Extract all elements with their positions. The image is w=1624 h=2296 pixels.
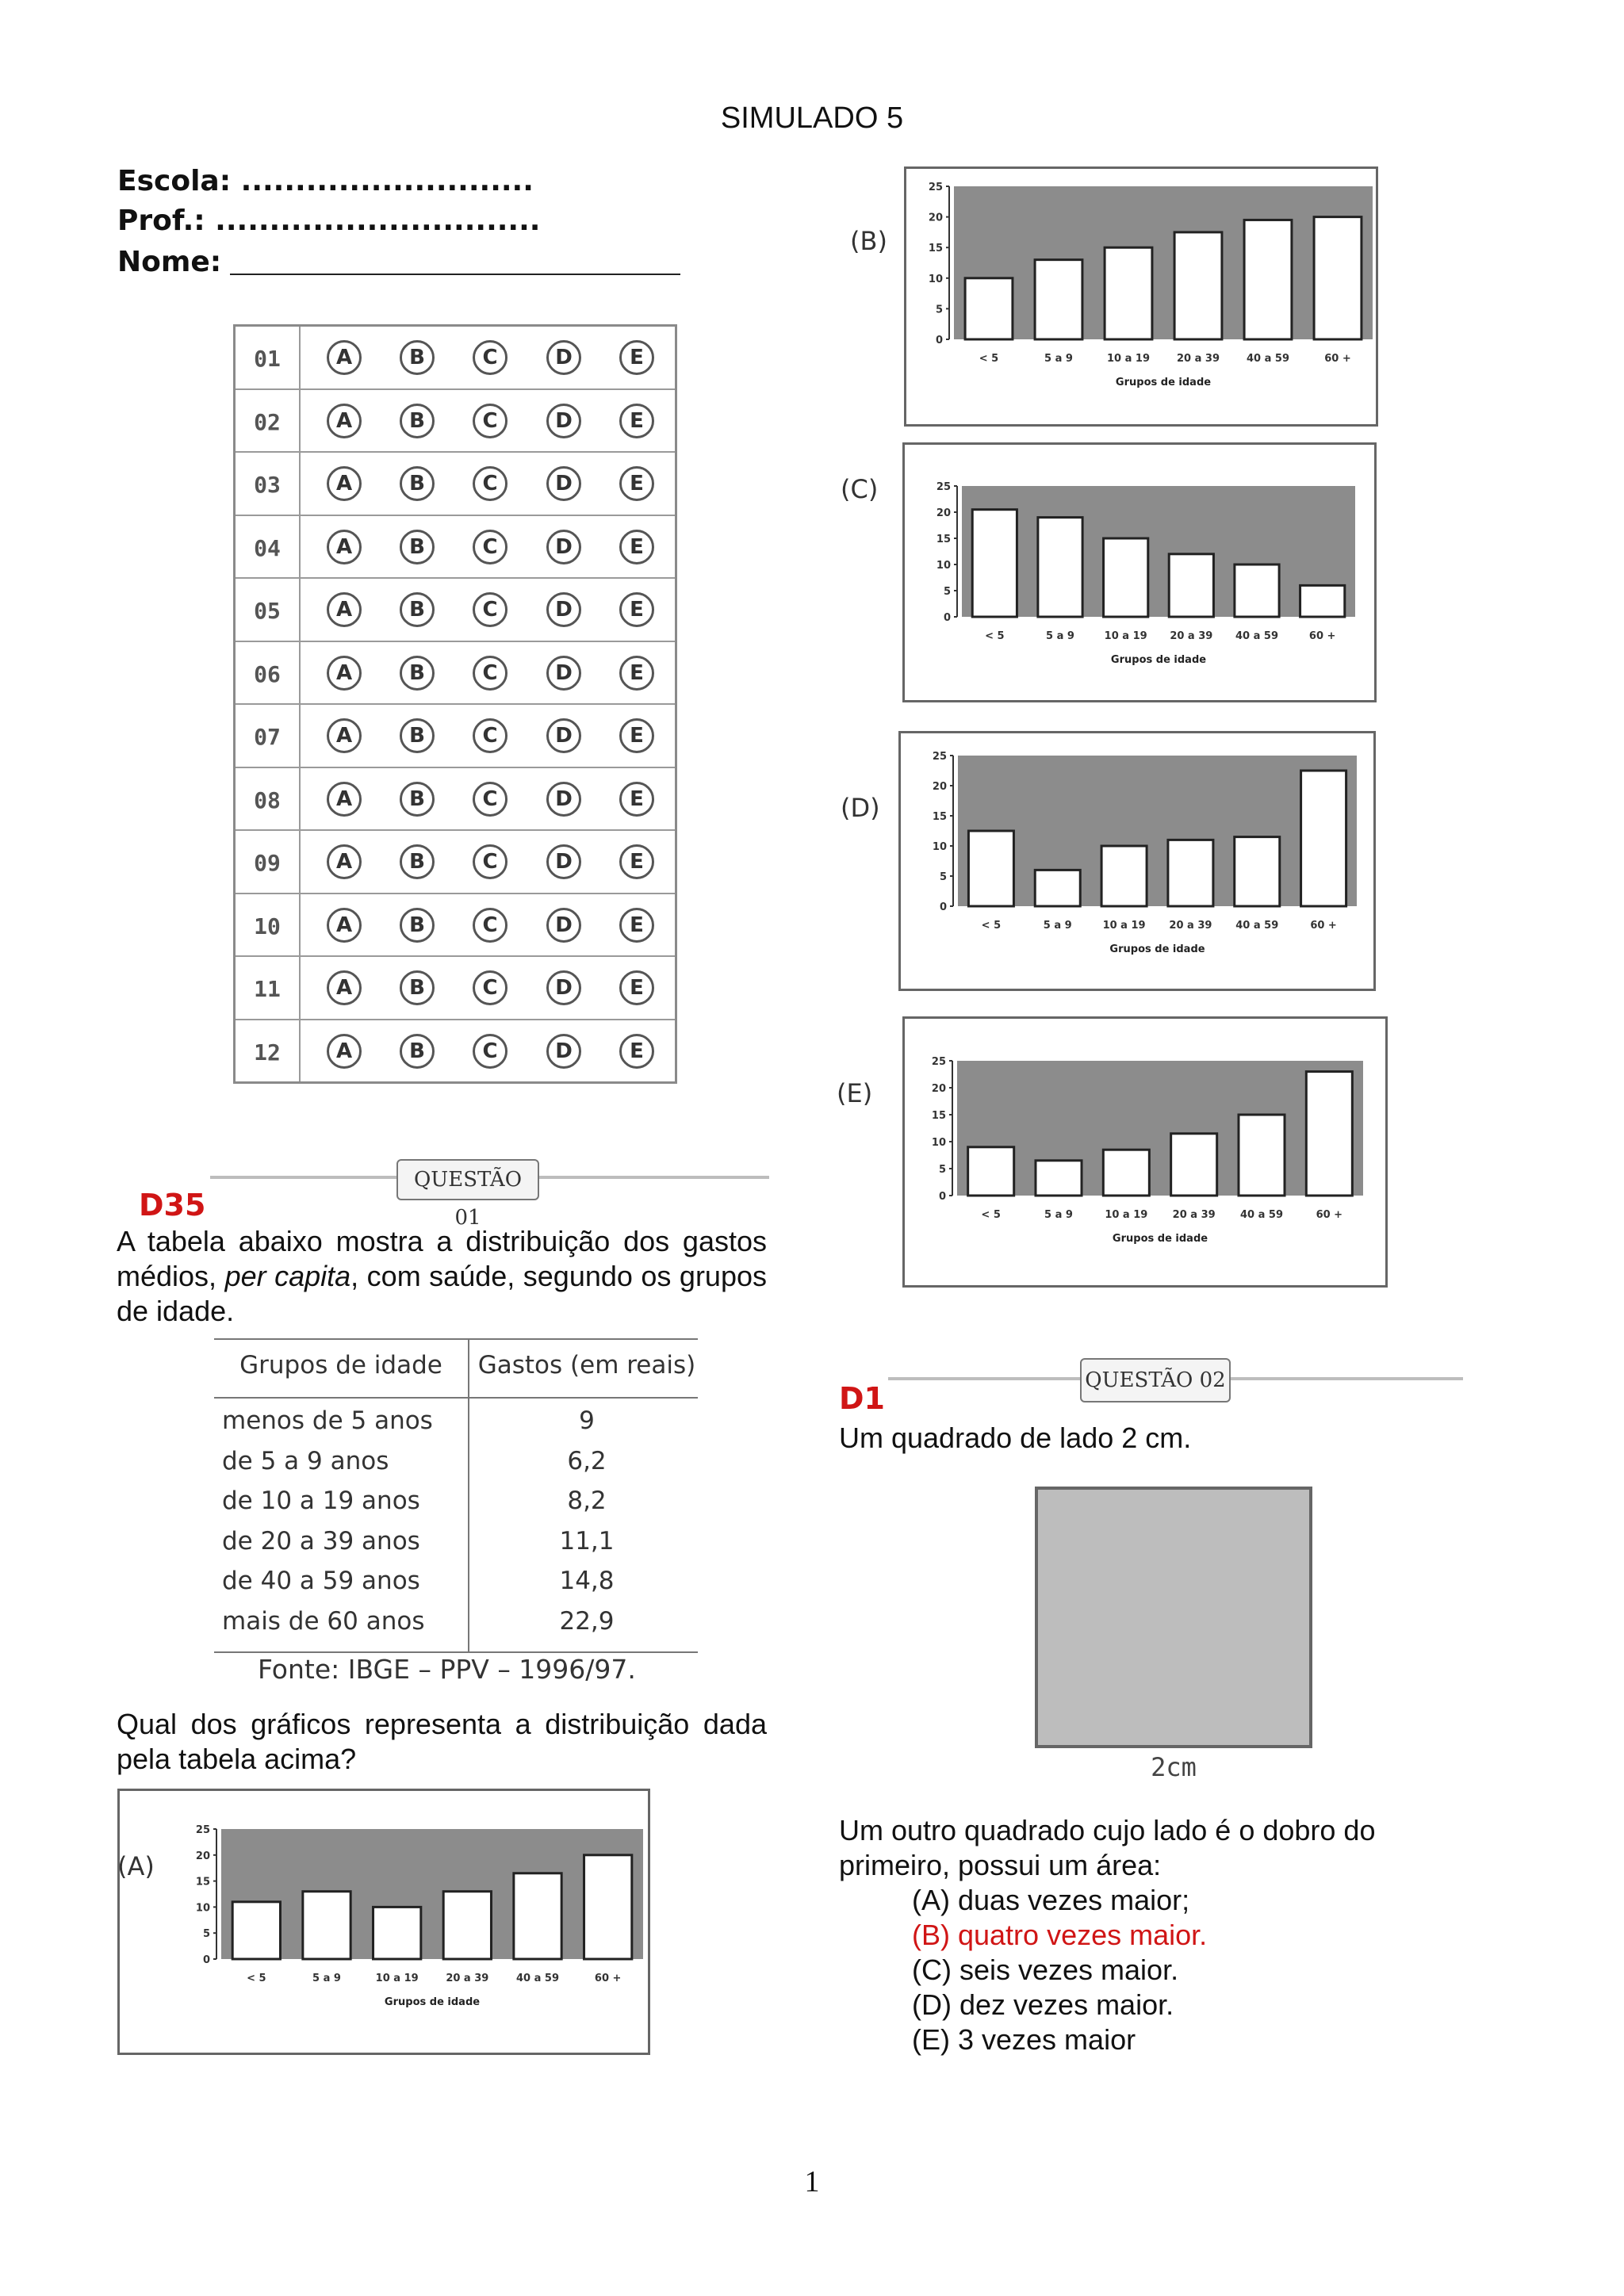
answer-row-number: 05	[254, 598, 281, 624]
y-tick-label: 10	[928, 273, 943, 285]
x-tick-label: 60 +	[1324, 353, 1351, 365]
table-cell-group: de 20 a 39 anos	[222, 1526, 420, 1556]
page-title: SIMULADO 5	[720, 101, 904, 135]
x-tick-label: 60 +	[1308, 630, 1336, 642]
answer-bubble-a[interactable]: A	[327, 782, 362, 817]
answer-bubble-a[interactable]: A	[327, 592, 362, 627]
square-figure	[1035, 1487, 1312, 1748]
answer-bubble-e[interactable]: E	[619, 404, 654, 438]
table-cell-value: 8,2	[567, 1487, 607, 1515]
bar-chart	[906, 169, 1376, 424]
answer-row	[236, 453, 675, 516]
table-cell-group: de 10 a 19 anos	[222, 1487, 420, 1515]
answer-bubble-d[interactable]: D	[546, 592, 581, 627]
chart-bar	[1301, 771, 1346, 906]
chart-bar	[1239, 1115, 1285, 1196]
answer-bubble-a[interactable]: A	[327, 1034, 362, 1069]
answer-bubble-a[interactable]: A	[327, 970, 362, 1005]
x-tick-label: 20 a 39	[1170, 630, 1213, 642]
answer-bubble-b[interactable]: B	[400, 404, 435, 438]
chart-bar	[303, 1892, 350, 1959]
answer-bubble-b[interactable]: B	[400, 466, 435, 501]
answer-bubble-d[interactable]: D	[546, 656, 581, 691]
answer-row-number: 03	[254, 472, 281, 498]
y-tick-label: 10	[195, 1902, 210, 1915]
chart-bar	[968, 1147, 1014, 1196]
answer-row	[236, 516, 675, 580]
escola-label: Escola: ...........................	[117, 165, 534, 197]
plot-area	[962, 486, 1355, 617]
question-text: Um outro quadrado cujo lado é o dobro do primeiro, possui um área:	[839, 1814, 1376, 1881]
chart-option-label: (D)	[841, 793, 880, 823]
y-tick-label: 5	[202, 1928, 210, 1941]
answer-bubble-c[interactable]: C	[473, 908, 508, 943]
x-tick-label: 5 a 9	[1046, 630, 1074, 642]
x-tick-label: 20 a 39	[1172, 1209, 1216, 1221]
chart-bar	[1103, 1150, 1149, 1196]
table-cell-group: de 40 a 59 anos	[222, 1567, 420, 1595]
answer-bubble-a[interactable]: A	[327, 404, 362, 438]
x-tick-label: 10 a 19	[1105, 1209, 1148, 1221]
answer-bubble-a[interactable]: A	[327, 718, 362, 753]
table-header-row	[214, 1338, 698, 1399]
x-tick-label: 5 a 9	[1044, 1209, 1073, 1221]
answer-bubble-b[interactable]: B	[400, 718, 435, 753]
answer-bubble-e[interactable]: E	[619, 782, 654, 817]
chart-frame	[902, 442, 1377, 702]
x-tick-label: < 5	[247, 1973, 266, 1984]
answer-row-number: 11	[254, 976, 281, 1002]
question-intro: Um quadrado de lado 2 cm.	[839, 1422, 1192, 1454]
y-tick-label: 15	[936, 534, 951, 545]
chart-bar	[373, 1907, 421, 1959]
chart-bar	[232, 1902, 280, 1959]
answer-bubble-e[interactable]: E	[619, 592, 654, 627]
answer-option[interactable]: (D) dez vezes maior.	[912, 1988, 1174, 2021]
options-list	[912, 1883, 1207, 2057]
x-tick-label: 5 a 9	[312, 1973, 341, 1984]
y-tick-label: 0	[938, 1191, 946, 1203]
answer-bubble-c[interactable]: C	[473, 844, 508, 879]
x-axis-label: Grupos de idade	[1110, 654, 1207, 666]
descriptor-code: D35	[139, 1188, 206, 1223]
answer-bubble-b[interactable]: B	[400, 782, 435, 817]
table-cell-value: 22,9	[559, 1606, 615, 1636]
chart-option-label: (C)	[841, 474, 879, 504]
answer-row	[236, 957, 675, 1020]
answer-row	[236, 705, 675, 768]
answer-row-number: 08	[254, 786, 281, 813]
chart-bar	[1235, 564, 1279, 617]
y-tick-label: 5	[938, 1164, 946, 1176]
table-source: Fonte: IBGE – PPV – 1996/97.	[258, 1654, 636, 1685]
chart-bar	[1104, 538, 1148, 617]
chart-bar	[1105, 247, 1152, 339]
answer-row	[236, 894, 675, 958]
answer-bubble-e[interactable]: E	[619, 656, 654, 691]
table-cell-value: 14,8	[559, 1567, 615, 1595]
answer-bubble-d[interactable]: D	[546, 340, 581, 375]
answer-bubble-d[interactable]: D	[546, 782, 581, 817]
table-cell-value: 11,1	[559, 1526, 615, 1556]
answer-bubble-a[interactable]: A	[327, 530, 362, 564]
x-tick-label: < 5	[985, 630, 1005, 642]
chart-bar	[1306, 1072, 1352, 1196]
answer-bubble-a[interactable]: A	[327, 908, 362, 943]
answer-bubble-d[interactable]: D	[546, 404, 581, 438]
x-tick-label: 20 a 39	[1176, 353, 1220, 365]
answer-row-number: 01	[254, 346, 281, 372]
answer-option[interactable]: (B) quatro vezes maior.	[912, 1919, 1208, 1951]
answer-option[interactable]: (A) duas vezes maior;	[912, 1884, 1190, 1916]
chart-frame	[904, 166, 1378, 427]
x-tick-label: 40 a 59	[1246, 353, 1290, 365]
y-tick-label: 25	[928, 182, 943, 193]
chart-bar	[1300, 585, 1345, 617]
answer-bubble-e[interactable]: E	[619, 340, 654, 375]
bar-chart	[901, 733, 1373, 989]
answer-bubble-e[interactable]: E	[619, 718, 654, 753]
chart-frame	[117, 1789, 650, 2055]
chart-bar	[1244, 220, 1292, 339]
answer-row	[236, 1020, 675, 1084]
answer-bubble-d[interactable]: D	[546, 530, 581, 564]
answer-bubble-c[interactable]: C	[473, 782, 508, 817]
answer-bubble-c[interactable]: C	[473, 340, 508, 375]
x-tick-label: 5 a 9	[1043, 920, 1072, 932]
chart-bar	[443, 1892, 491, 1959]
plot-area	[958, 756, 1357, 906]
plot-area	[221, 1829, 643, 1959]
answer-row	[236, 768, 675, 832]
answer-row	[236, 642, 675, 706]
chart-bar	[1169, 554, 1213, 617]
x-tick-label: 40 a 59	[515, 1973, 560, 1984]
intro-text-end: , com saúde, segundo os grupos de idade.	[117, 1260, 767, 1327]
y-tick-label: 0	[935, 335, 943, 346]
answer-bubble-b[interactable]: B	[400, 844, 435, 879]
chart-option-label: (A)	[117, 1851, 155, 1881]
intro-italic: per capita	[224, 1260, 351, 1292]
x-tick-label: 60 +	[1316, 1209, 1343, 1221]
chart-bar	[514, 1873, 561, 1959]
x-tick-label: < 5	[981, 920, 1002, 932]
answer-bubble-e[interactable]: E	[619, 466, 654, 501]
x-axis-label: Grupos de idade	[1112, 1233, 1208, 1245]
answer-row-number: 10	[254, 913, 281, 939]
chart-bar	[1038, 518, 1082, 617]
y-tick-label: 15	[931, 1110, 946, 1122]
chart-bar	[1235, 837, 1280, 906]
answer-bubble-c[interactable]: C	[473, 656, 508, 691]
bar-chart	[905, 1019, 1385, 1285]
chart-bar	[1101, 846, 1147, 906]
x-tick-label: 40 a 59	[1239, 1209, 1284, 1221]
y-tick-label: 5	[943, 586, 951, 598]
table-cell-group: de 5 a 9 anos	[222, 1446, 389, 1475]
question-intro	[117, 1224, 767, 1329]
y-tick-label: 25	[932, 751, 947, 763]
plot-area	[954, 186, 1373, 339]
chart-frame	[902, 1016, 1388, 1288]
nome-label: Nome:	[117, 246, 222, 278]
x-tick-label: 5 a 9	[1044, 353, 1073, 365]
y-tick-label: 20	[195, 1850, 210, 1862]
answer-bubble-b[interactable]: B	[400, 1034, 435, 1069]
chart-bar	[965, 278, 1013, 339]
y-tick-label: 15	[928, 243, 943, 255]
x-axis-label: Grupos de idade	[1109, 943, 1205, 955]
answer-bubble-e[interactable]: E	[619, 530, 654, 564]
chart-option-label: (B)	[850, 226, 887, 256]
chart-bar	[1314, 217, 1362, 339]
chart-bar	[584, 1855, 632, 1959]
table-header: Grupos de idade	[239, 1351, 442, 1380]
answer-bubble-d[interactable]: D	[546, 970, 581, 1005]
y-tick-label: 20	[931, 1083, 946, 1095]
plot-area	[957, 1061, 1363, 1196]
chart-bar	[1036, 1161, 1082, 1196]
answer-bubble-a[interactable]: A	[327, 340, 362, 375]
answer-bubble-d[interactable]: D	[546, 844, 581, 879]
y-tick-label: 20	[932, 781, 947, 793]
table-bottom-rule	[214, 1651, 698, 1653]
x-tick-label: 60 +	[594, 1973, 622, 1984]
answer-sheet	[233, 324, 677, 1084]
chart-bar	[972, 510, 1017, 617]
question-badge: QUESTÃO 02	[1080, 1358, 1231, 1402]
bar-chart	[120, 1791, 648, 2053]
x-tick-label: 10 a 19	[1102, 920, 1146, 932]
answer-bubble-b[interactable]: B	[400, 592, 435, 627]
x-tick-label: 20 a 39	[446, 1973, 489, 1984]
chart-bar	[1035, 870, 1080, 906]
answer-bubble-d[interactable]: D	[546, 1034, 581, 1069]
y-tick-label: 25	[195, 1824, 210, 1836]
answer-bubble-a[interactable]: A	[327, 844, 362, 879]
chart-bar	[1168, 840, 1213, 906]
answer-bubble-d[interactable]: D	[546, 718, 581, 753]
x-tick-label: < 5	[979, 353, 999, 365]
answer-bubble-c[interactable]: C	[473, 718, 508, 753]
answer-bubble-c[interactable]: C	[473, 466, 508, 501]
prof-label: Prof.: ..............................	[117, 205, 541, 237]
chart-bar	[1035, 260, 1082, 339]
y-tick-label: 10	[932, 841, 947, 853]
x-tick-label: < 5	[981, 1209, 1001, 1221]
x-tick-label: 10 a 19	[1106, 353, 1151, 365]
table-header: Gastos (em reais)	[477, 1351, 696, 1380]
answer-bubble-c[interactable]: C	[473, 1034, 508, 1069]
x-axis-label: Grupos de idade	[384, 1996, 481, 2008]
answer-bubble-c[interactable]: C	[473, 530, 508, 564]
answer-row-number: 12	[254, 1039, 281, 1066]
x-axis-label: Grupos de idade	[1115, 377, 1212, 388]
answer-row-number: 06	[254, 660, 281, 687]
x-tick-label: 60 +	[1310, 920, 1337, 932]
x-tick-label: 40 a 59	[1235, 630, 1279, 642]
answer-row	[236, 327, 675, 390]
y-tick-label: 0	[939, 901, 947, 913]
x-tick-label: 40 a 59	[1235, 920, 1279, 932]
table-cell-value: 6,2	[567, 1446, 607, 1475]
answer-bubble-e[interactable]: E	[619, 970, 654, 1005]
table-cell-value: 9	[579, 1406, 595, 1435]
answer-bubble-b[interactable]: B	[400, 340, 435, 375]
descriptor-code: D1	[839, 1381, 885, 1416]
answer-row-number: 04	[254, 534, 281, 561]
y-tick-label: 5	[939, 871, 947, 883]
y-tick-label: 0	[943, 612, 951, 624]
y-tick-label: 25	[931, 1056, 946, 1068]
chart-bar	[1171, 1134, 1217, 1196]
answer-bubble-e[interactable]: E	[619, 908, 654, 943]
answer-row-number: 09	[254, 850, 281, 876]
chart-bar	[1174, 232, 1222, 339]
question-text: Qual dos gráficos representa a distribuição dada pela tabela acima?	[117, 1708, 767, 1775]
answer-bubble-b[interactable]: B	[400, 656, 435, 691]
answer-row-number: 07	[254, 724, 281, 750]
y-tick-label: 10	[931, 1137, 946, 1149]
chart-option-label: (E)	[837, 1078, 873, 1108]
y-tick-label: 15	[195, 1876, 210, 1888]
answer-bubble-e[interactable]: E	[619, 844, 654, 879]
page-number: 1	[804, 2165, 820, 2198]
answer-option[interactable]: (C) seis vezes maior.	[912, 1954, 1179, 1986]
answer-bubble-c[interactable]: C	[473, 592, 508, 627]
answer-row	[236, 579, 675, 642]
answer-bubble-c[interactable]: C	[473, 970, 508, 1005]
y-tick-label: 0	[202, 1954, 210, 1966]
answer-bubble-b[interactable]: B	[400, 970, 435, 1005]
answer-bubble-b[interactable]: B	[400, 530, 435, 564]
table-cell-group: menos de 5 anos	[222, 1406, 433, 1435]
answer-bubble-a[interactable]: A	[327, 656, 362, 691]
answer-row	[236, 831, 675, 894]
answer-bubble-c[interactable]: C	[473, 404, 508, 438]
chart-frame	[898, 731, 1376, 991]
x-tick-label: 10 a 19	[375, 1973, 419, 1984]
answer-bubble-d[interactable]: D	[546, 908, 581, 943]
x-tick-label: 20 a 39	[1169, 920, 1212, 932]
answer-option[interactable]: (E) 3 vezes maior	[912, 2023, 1136, 2056]
intro-text: A tabela abaixo mostra a distribuição dos gastos médios,	[117, 1225, 767, 1292]
y-tick-label: 15	[932, 811, 947, 823]
answer-bubble-a[interactable]: A	[327, 466, 362, 501]
chart-bar	[968, 831, 1013, 906]
y-tick-label: 25	[936, 481, 951, 493]
x-tick-label: 10 a 19	[1104, 630, 1147, 642]
answer-row-number: 02	[254, 408, 281, 435]
y-tick-label: 5	[935, 304, 943, 316]
y-tick-label: 20	[936, 507, 951, 519]
y-tick-label: 10	[936, 560, 951, 572]
table-cell-group: mais de 60 anos	[222, 1606, 425, 1636]
square-side-label: 2cm	[1151, 1752, 1197, 1782]
answer-bubble-d[interactable]: D	[546, 466, 581, 501]
answer-row	[236, 390, 675, 453]
bar-chart	[905, 445, 1374, 700]
y-tick-label: 20	[928, 212, 943, 224]
question-badge: QUESTÃO 01	[396, 1159, 539, 1200]
nome-input-line[interactable]	[230, 274, 680, 275]
answer-bubble-b[interactable]: B	[400, 908, 435, 943]
answer-bubble-e[interactable]: E	[619, 1034, 654, 1069]
